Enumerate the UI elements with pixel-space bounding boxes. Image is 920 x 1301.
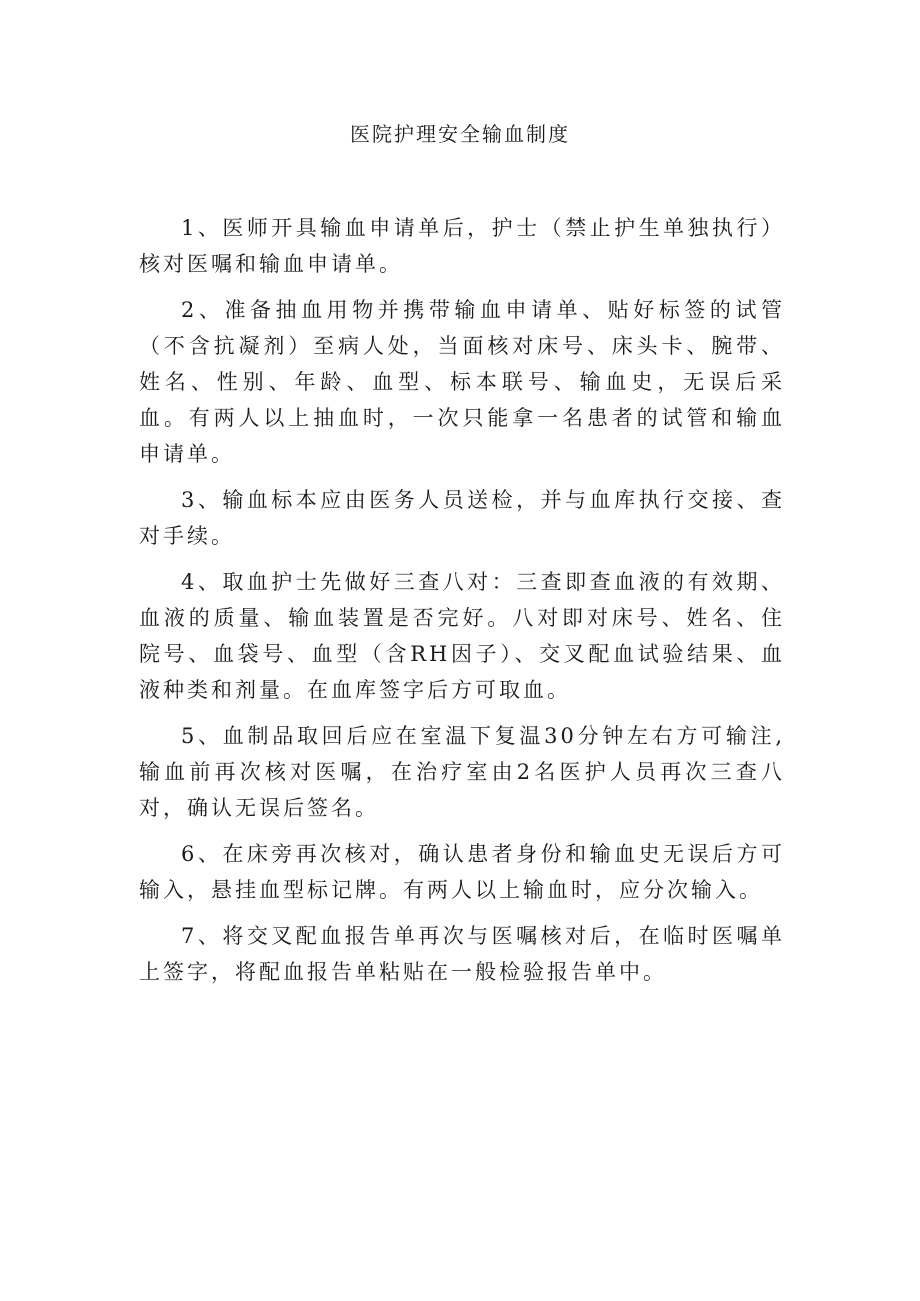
- document-body: [139, 210, 785, 1000]
- paragraph-1: 1、医师开具输血申请单后，护士（禁止护生单独执行）核对医嘱和输血申请单。: [139, 216, 785, 276]
- document-title: 医院护理安全输血制度: [350, 122, 570, 146]
- paragraph-3: 3、输血标本应由医务人员送检，并与血库执行交接、查对手续。: [139, 488, 785, 548]
- paragraph-7: 7、将交叉配血报告单再次与医嘱核对后，在临时医嘱单上签字，将配血报告单粘贴在一般检验报告单中。: [139, 924, 785, 984]
- paragraph-5: 5、血制品取回后应在室温下复温30分钟左右方可输注,输血前再次核对医嘱，在治疗室由2名医护人员再次三查八对，确认无误后签名。: [139, 724, 785, 820]
- paragraph-2: 2、准备抽血用物并携带输血申请单、贴好标签的试管（不含抗凝剂）至病人处，当面核对床号、床头卡、腕带、姓名、性别、年龄、血型、标本联号、输血史，无误后采血。有两人以上抽血时，一次只能拿一名患者的试管和输血申请单。: [139, 298, 785, 466]
- paragraph-6: 6、在床旁再次核对，确认患者身份和输血史无误后方可输入，悬挂血型标记牌。有两人以上输血时，应分次输入。: [139, 842, 785, 902]
- paragraph-4: 4、取血护士先做好三查八对：三查即查血液的有效期、血液的质量、输血装置是否完好。八对即对床号、姓名、住院号、血袋号、血型（含RH因子）、交叉配血试验结果、血液种类和剂量。在血库签字后方可取血。: [139, 570, 785, 702]
